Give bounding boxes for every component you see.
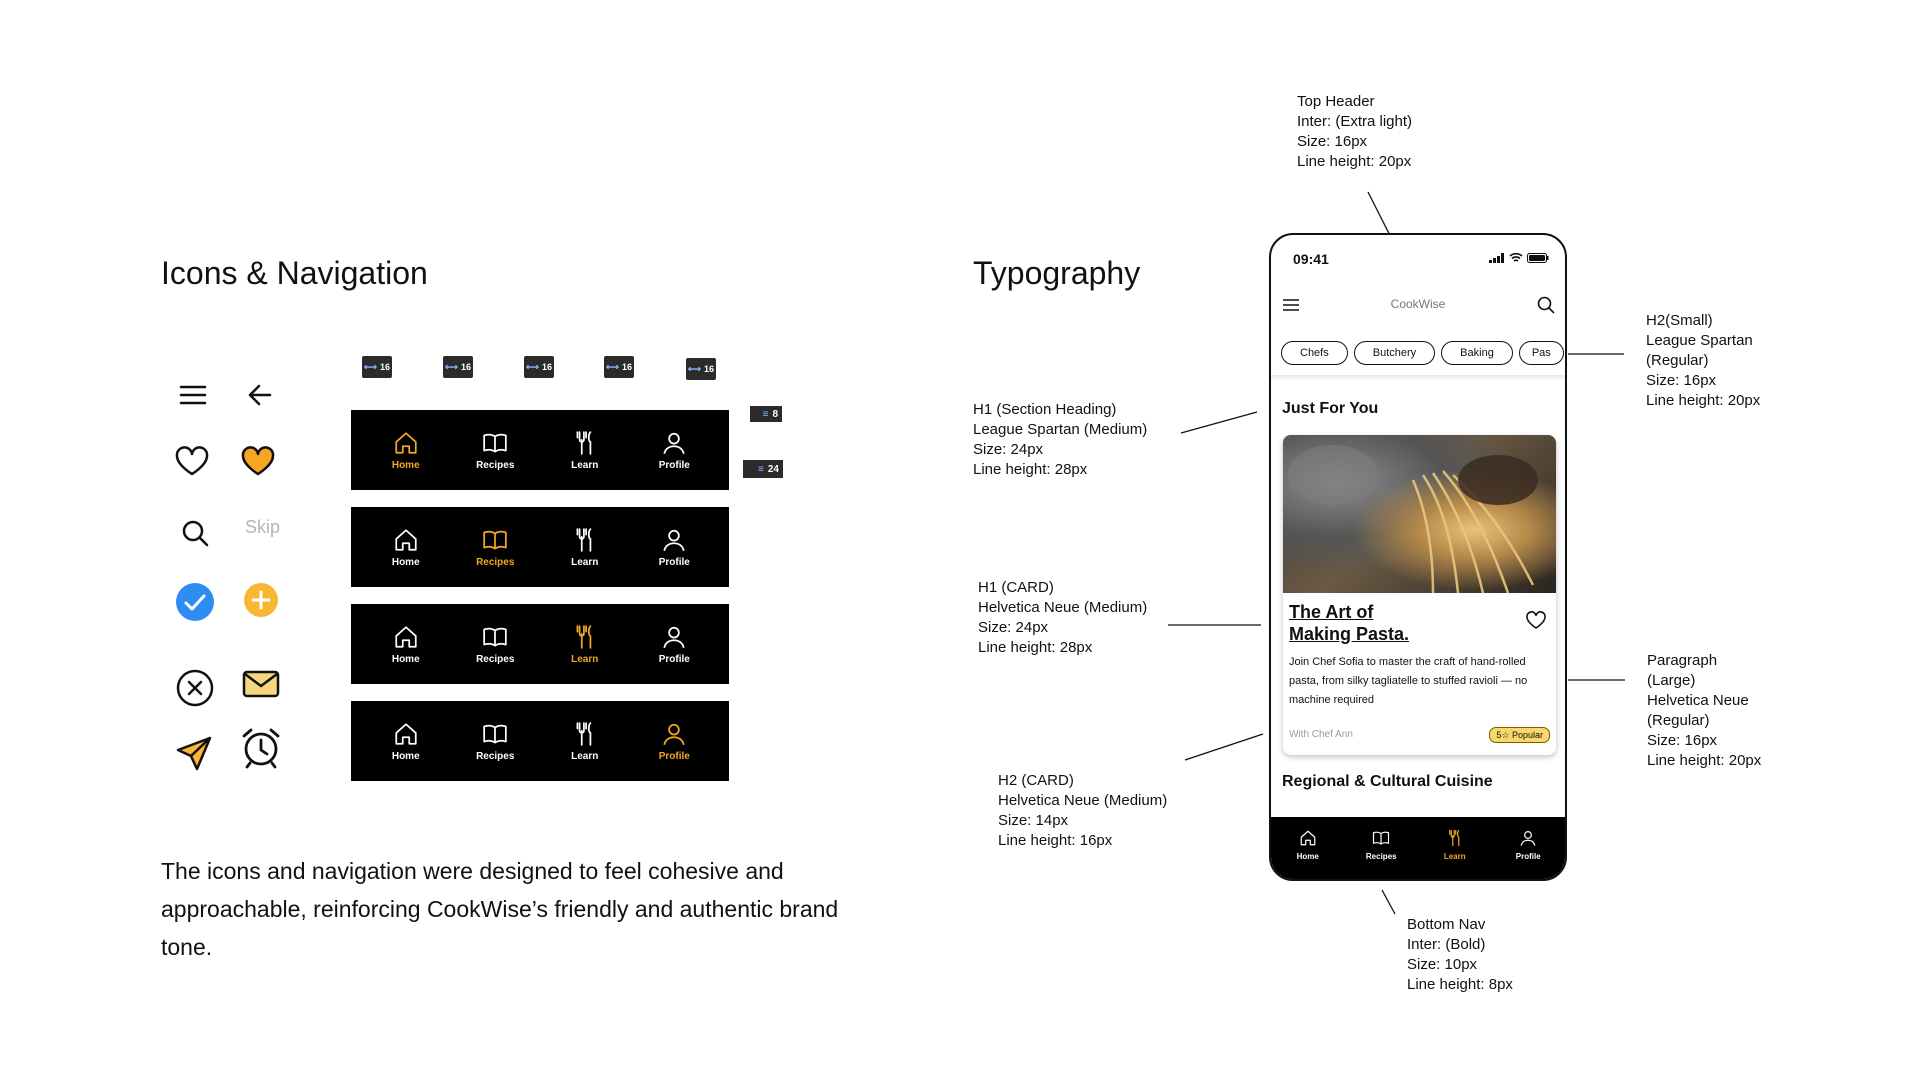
nav-item-recipes[interactable] [460, 721, 530, 762]
nav-item-profile[interactable] [639, 430, 709, 471]
section-heading-regional: Regional & Cultural Cuisine [1282, 773, 1493, 790]
header-divider [1271, 375, 1565, 381]
bottom-nav-label: Profile [1515, 852, 1541, 861]
spacing-badge: ⟷ 16 [524, 356, 554, 378]
spacing-badge: ⟷ 16 [443, 356, 473, 378]
spacing-icon: ⟷ [526, 361, 539, 372]
heart-outline-icon[interactable] [168, 437, 216, 485]
nav-item-label: Recipes [476, 459, 515, 471]
user-icon [661, 527, 687, 553]
icons-description: The icons and navigation were designed to feel cohesive and approachable, reinforcing CookWise’s friendly and authentic brand tone. [161, 858, 839, 960]
nav-item-learn[interactable] [550, 721, 620, 762]
chip-butchery[interactable]: Butchery [1354, 341, 1435, 365]
chip-pasta[interactable]: Pas [1519, 341, 1564, 365]
nav-item-home[interactable] [371, 721, 441, 762]
annotation-top-header: Top Header Inter: (Extra light) Size: 16px Line height: 20px [1297, 93, 1413, 170]
arrow-left-icon[interactable] [236, 371, 284, 419]
nav-item-recipes[interactable] [460, 527, 530, 568]
annotation-bottom-nav: Bottom Nav Inter: (Bold) Size: 10px Line height: 8px [1407, 916, 1513, 993]
heart-outline-icon[interactable] [1526, 611, 1546, 629]
nav-item-label: Profile [658, 750, 690, 762]
book-icon [482, 430, 508, 456]
spacing-badge: ⟷ 16 [604, 356, 634, 378]
pasta-image [1283, 435, 1556, 593]
bottom-nav-label: Home [1296, 852, 1319, 861]
section-heading-just-for-you: Just For You [1282, 400, 1379, 417]
nav-item-label: Learn [571, 556, 599, 568]
typography-title: Typography [973, 255, 1141, 291]
close-circle-icon[interactable] [171, 664, 219, 712]
bottom-nav [1271, 817, 1565, 879]
bottom-nav-item-learn[interactable] [1425, 829, 1485, 861]
card-title[interactable]: The Art of Making Pasta. [1289, 602, 1410, 644]
status-bar [1271, 235, 1565, 283]
nav-item-label: Profile [658, 556, 690, 568]
app-header [1271, 291, 1565, 321]
nav-item-label: Profile [658, 653, 690, 665]
navbar-variant-home [351, 410, 729, 490]
home-icon [1299, 829, 1317, 849]
search-icon[interactable] [1537, 296, 1555, 314]
battery-icon [1527, 253, 1549, 263]
nav-item-label: Recipes [476, 556, 515, 568]
home-icon [393, 527, 419, 553]
nav-item-learn[interactable] [550, 527, 620, 568]
height-badge-8: ≡ 8 [750, 406, 782, 422]
skip-label[interactable]: Skip [245, 517, 281, 537]
card-chef-meta: With Chef Ann [1289, 729, 1353, 740]
utensils-icon [572, 430, 598, 456]
annotation-h2-card: H2 (CARD) Helvetica Neue (Medium) Size: 14px Line height: 16px [998, 772, 1168, 849]
navbar-variant-learn [351, 604, 729, 684]
book-icon [482, 624, 508, 650]
bottom-nav-item-recipes[interactable] [1351, 829, 1411, 861]
book-icon [482, 721, 508, 747]
book-icon [482, 527, 508, 553]
nav-item-label: Profile [658, 459, 690, 471]
check-circle-icon[interactable] [171, 578, 219, 626]
phone-mockup [1269, 233, 1567, 881]
nav-item-recipes[interactable] [460, 430, 530, 471]
annotation-paragraph: Paragraph (Large) Helvetica Neue (Regular) Size: 16px Line height: 20px [1647, 652, 1762, 769]
navbar-variant-profile [351, 701, 729, 781]
home-icon [393, 430, 419, 456]
spacing-icon: ⟷ [606, 361, 619, 372]
navbar-variant-recipes [351, 507, 729, 587]
nav-item-label: Learn [571, 750, 599, 762]
bottom-nav-label: Recipes [1365, 852, 1397, 861]
plus-circle-icon[interactable] [237, 576, 285, 624]
bottom-nav-item-home[interactable] [1278, 829, 1338, 861]
wifi-icon [1509, 253, 1523, 263]
send-icon[interactable] [170, 730, 218, 778]
chip-baking[interactable]: Baking [1441, 341, 1513, 365]
nav-item-label: Home [391, 750, 420, 762]
user-icon [661, 721, 687, 747]
bottom-nav-label: Learn [1443, 852, 1466, 861]
nav-item-home[interactable] [371, 527, 441, 568]
nav-item-label: Recipes [476, 750, 515, 762]
home-icon [393, 721, 419, 747]
nav-item-profile[interactable] [639, 624, 709, 665]
height-icon: ≡ [758, 463, 764, 475]
nav-item-home[interactable] [371, 624, 441, 665]
hamburger-menu-icon[interactable] [169, 371, 217, 419]
annotation-h1-section: H1 (Section Heading) League Spartan (Medium) Size: 24px Line height: 28px [973, 401, 1148, 478]
search-icon[interactable] [171, 509, 219, 557]
spacing-icon: ⟷ [688, 363, 701, 374]
home-icon [393, 624, 419, 650]
icons-navigation-title: Icons & Navigation [161, 255, 428, 291]
spacing-icon: ⟷ [364, 361, 377, 372]
nav-item-learn[interactable] [550, 624, 620, 665]
user-icon [661, 624, 687, 650]
nav-item-learn[interactable] [550, 430, 620, 471]
heart-filled-icon[interactable] [234, 437, 282, 485]
user-icon [661, 430, 687, 456]
nav-item-label: Learn [571, 653, 599, 665]
height-badge-24: ≡ 24 [743, 460, 783, 478]
signal-icon [1489, 253, 1505, 263]
annotation-h1-card: H1 (CARD) Helvetica Neue (Medium) Size: 24px Line height: 28px [978, 579, 1148, 656]
popular-badge: 5☆ Popular [1489, 727, 1550, 743]
bottom-nav-item-profile[interactable] [1498, 829, 1558, 861]
status-icons [1489, 253, 1549, 263]
mail-icon[interactable] [237, 660, 285, 708]
status-time: 09:41 [1293, 251, 1329, 267]
recipe-card[interactable] [1283, 435, 1556, 755]
nav-item-label: Recipes [476, 653, 515, 665]
user-icon [1519, 829, 1537, 849]
category-chips [1281, 341, 1564, 365]
chip-chefs[interactable]: Chefs [1281, 341, 1348, 365]
nav-item-recipes[interactable] [460, 624, 530, 665]
card-paragraph: Join Chef Sofia to master the craft of hand-rolled pasta, from silky tagliatelle to stuffed ravioli — no machine required [1289, 656, 1528, 706]
nav-item-label: Home [391, 556, 420, 568]
spacing-badge: ⟷ 16 [686, 358, 716, 380]
height-icon: ≡ [762, 408, 769, 420]
alarm-clock-icon[interactable] [237, 723, 285, 771]
nav-item-home[interactable] [371, 430, 441, 471]
book-icon [1372, 829, 1390, 849]
app-title: CookWise [1390, 297, 1446, 311]
utensils-icon [572, 721, 598, 747]
nav-item-label: Home [391, 653, 420, 665]
nav-item-label: Learn [571, 459, 599, 471]
spacing-badge: ⟷ 16 [362, 356, 392, 378]
annotation-h2-small: H2(Small) League Spartan (Regular) Size: 16px Line height: 20px [1646, 312, 1761, 409]
utensils-icon [572, 527, 598, 553]
spacing-icon: ⟷ [445, 361, 458, 372]
nav-item-profile[interactable] [639, 721, 709, 762]
nav-item-label: Home [391, 459, 420, 471]
utensils-icon [572, 624, 598, 650]
utensils-icon [1446, 829, 1464, 849]
nav-item-profile[interactable] [639, 527, 709, 568]
